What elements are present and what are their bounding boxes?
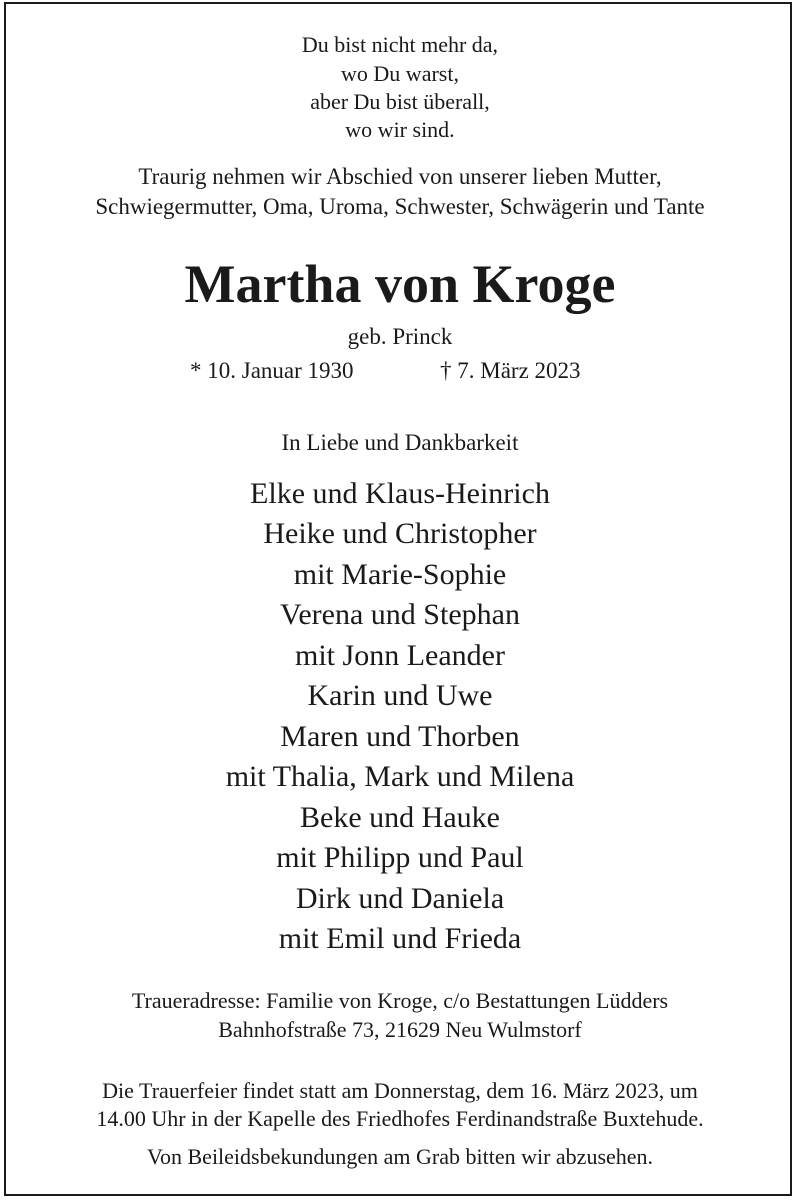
birth-date: * 10. Januar 1930: [190, 358, 354, 383]
mourner-line: Maren und Thorben: [280, 720, 520, 753]
ceremony-line-2: 14.00 Uhr in der Kapelle des Friedhofes Ferdinandstraße Buxtehude.: [96, 1106, 704, 1131]
address-line-1: Traueradresse: Familie von Kroge, c/o Bestattungen Lüdders: [131, 988, 669, 1013]
mourner-line: Karin und Uwe: [307, 679, 493, 712]
mourner-line: Heike und Christopher: [263, 517, 537, 550]
mourner-line: mit Thalia, Mark und Milena: [225, 760, 575, 793]
mourner-line: Elke und Klaus-Heinrich: [250, 477, 550, 510]
ceremony-line-1: Die Trauerfeier findet statt am Donnerstag, dem 16. März 2023, um: [102, 1078, 698, 1103]
poem-line-3: aber Du bist überall,: [310, 89, 490, 114]
address-line-2: Bahnhofstraße 73, 21629 Neu Wulmstorf: [218, 1017, 582, 1042]
mourner-line: Beke und Hauke: [300, 801, 500, 834]
mourner-line: mit Jonn Leander: [295, 639, 505, 672]
intro-line-1: Traurig nehmen wir Abschied von unserer lieben Mutter,: [138, 164, 662, 189]
mourner-line: Verena und Stephan: [280, 598, 520, 631]
deceased-name: Martha von Kroge: [184, 254, 616, 314]
mourner-line: mit Philipp und Paul: [276, 841, 524, 874]
intro-line-2: Schwiegermutter, Oma, Uroma, Schwester, Schwägerin und Tante: [95, 194, 705, 219]
poem-line-1: Du bist nicht mehr da,: [301, 32, 499, 57]
poem-line-4: wo wir sind.: [345, 117, 455, 142]
death-date: † 7. März 2023: [440, 358, 581, 383]
poem-line-2: wo Du warst,: [341, 61, 459, 86]
closing-note: Von Beileidsbekundungen am Grab bitten wir abzusehen.: [146, 1144, 654, 1169]
mourner-line: mit Emil und Frieda: [278, 922, 522, 955]
dedication: In Liebe und Dankbarkeit: [281, 430, 519, 455]
mourner-line: mit Marie-Sophie: [293, 558, 507, 591]
life-dates: [0, 359, 800, 389]
mourner-line: Dirk und Daniela: [295, 882, 505, 915]
maiden-name: geb. Princk: [347, 324, 453, 349]
